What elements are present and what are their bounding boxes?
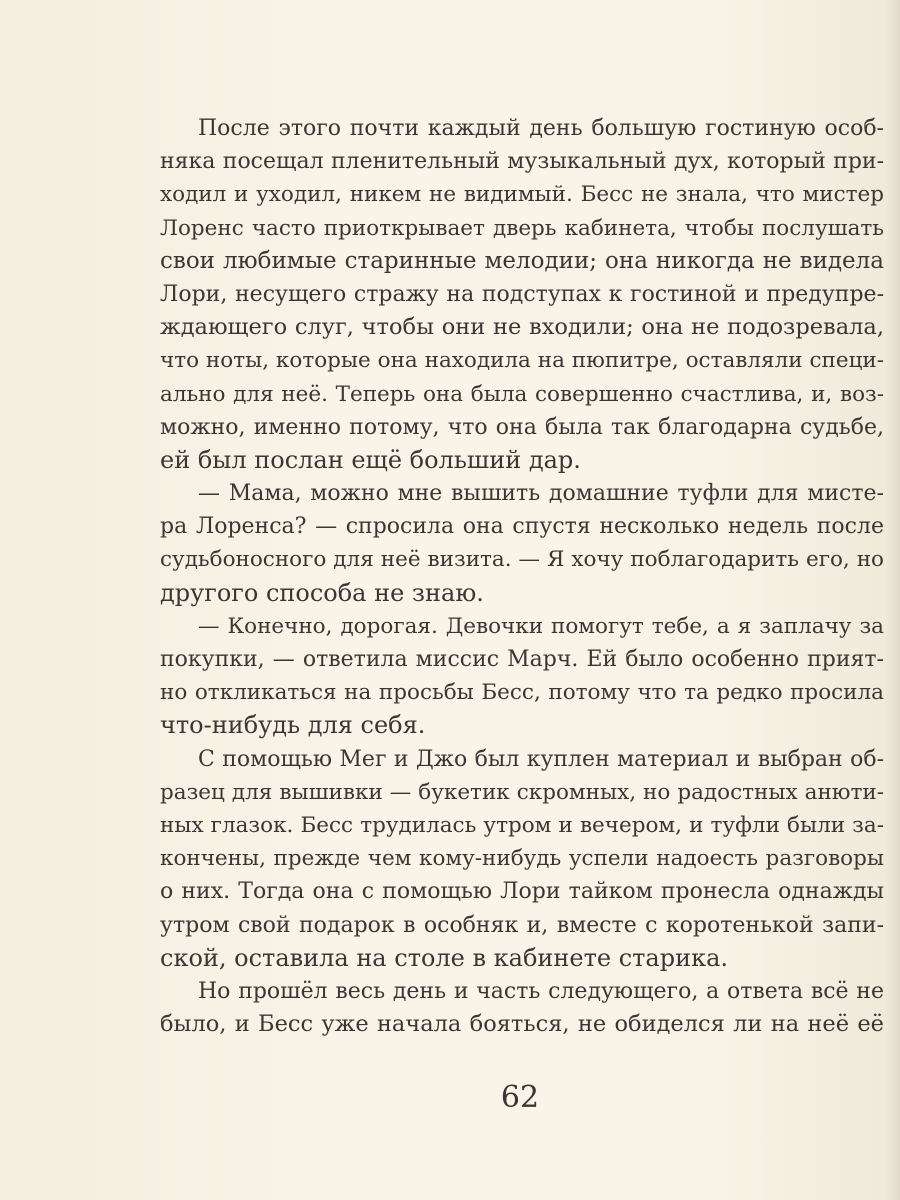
- text-line: покупки, — ответила миссис Марч. Ей было особенно прият-: [160, 647, 884, 672]
- paragraph-5: [160, 975, 884, 1041]
- paragraph-2: [160, 477, 884, 610]
- paragraph-1: [160, 112, 884, 477]
- text-line: но откликаться на просьбы Бесс, потому что та редко просила: [160, 680, 884, 706]
- text-line: было, и Бесс уже начала бояться, не обиделся ли на неё её: [160, 1011, 884, 1038]
- text-line: ждающего слуг, чтобы они не входили; она не подозревала,: [160, 314, 884, 341]
- text-line: разец для вышивки — букетик скромных, но радостных анюти-: [160, 779, 884, 805]
- page-edge-shadow: [886, 0, 900, 1200]
- text-line: можно, именно потому, что она была так благодарна судьбе,: [160, 414, 884, 440]
- text-line: свои любимые старинные мелодии; она никогда не видела: [160, 247, 884, 274]
- text-line: что ноты, которые она находила на пюпитре, оставляли специ-: [160, 348, 884, 374]
- text-line: ных глазок. Бесс трудилась утром и вечером, и туфли были за-: [160, 812, 884, 838]
- text-line: что-нибудь для себя.: [160, 711, 426, 740]
- text-line: Лори, несущего стражу на подступах к гостиной и предупре-: [160, 281, 884, 307]
- text-line: ей был послан ещё больший дар.: [160, 445, 581, 474]
- paragraph-4: [160, 743, 884, 975]
- text-line: — Мама, можно мне вышить домашние туфли для мисте-: [198, 481, 884, 507]
- text-line: о них. Тогда она с помощью Лори тайком пронесла однажды: [160, 879, 884, 905]
- text-line: Но прошёл весь день и часть следующего, а ответа всё не: [198, 978, 884, 1004]
- text-line: ходил и уходил, никем не видимый. Бесс не знала, что мистер: [160, 182, 884, 208]
- text-line: кончены, прежде чем кому-нибудь успели надоесть разговоры: [160, 846, 884, 872]
- text-line: судьбоносного для неё визита. — Я хочу поблагодарить его, но: [160, 547, 884, 573]
- text-line: ра Лоренса? — спросила она спустя несколько недель после: [160, 514, 884, 540]
- text-line: С помощью Мег и Джо был куплен материал и выбран об-: [198, 746, 884, 772]
- page-number: 62: [500, 1080, 540, 1115]
- text-line: После этого почти каждый день большую гостиную особ-: [198, 116, 884, 141]
- paragraph-3: [160, 610, 884, 743]
- text-line: другого способа не знаю.: [160, 578, 484, 607]
- text-line: утром свой подарок в особняк и, вместе с коротенькой запи-: [160, 912, 884, 938]
- text-line: ально для неё. Теперь она была совершенно счастлива, и, воз-: [160, 381, 884, 407]
- body-text: [160, 112, 884, 1041]
- text-line: — Конечно, дорогая. Девочки помогут тебе, а я заплачу за: [198, 613, 884, 639]
- text-line: Лоренс часто приоткрывает дверь кабинета, чтобы послушать: [160, 215, 884, 241]
- text-line: няка посещал пленительный музыкальный дух, который при-: [160, 149, 884, 175]
- text-line: ской, оставила на столе в кабинете старика.: [160, 943, 729, 972]
